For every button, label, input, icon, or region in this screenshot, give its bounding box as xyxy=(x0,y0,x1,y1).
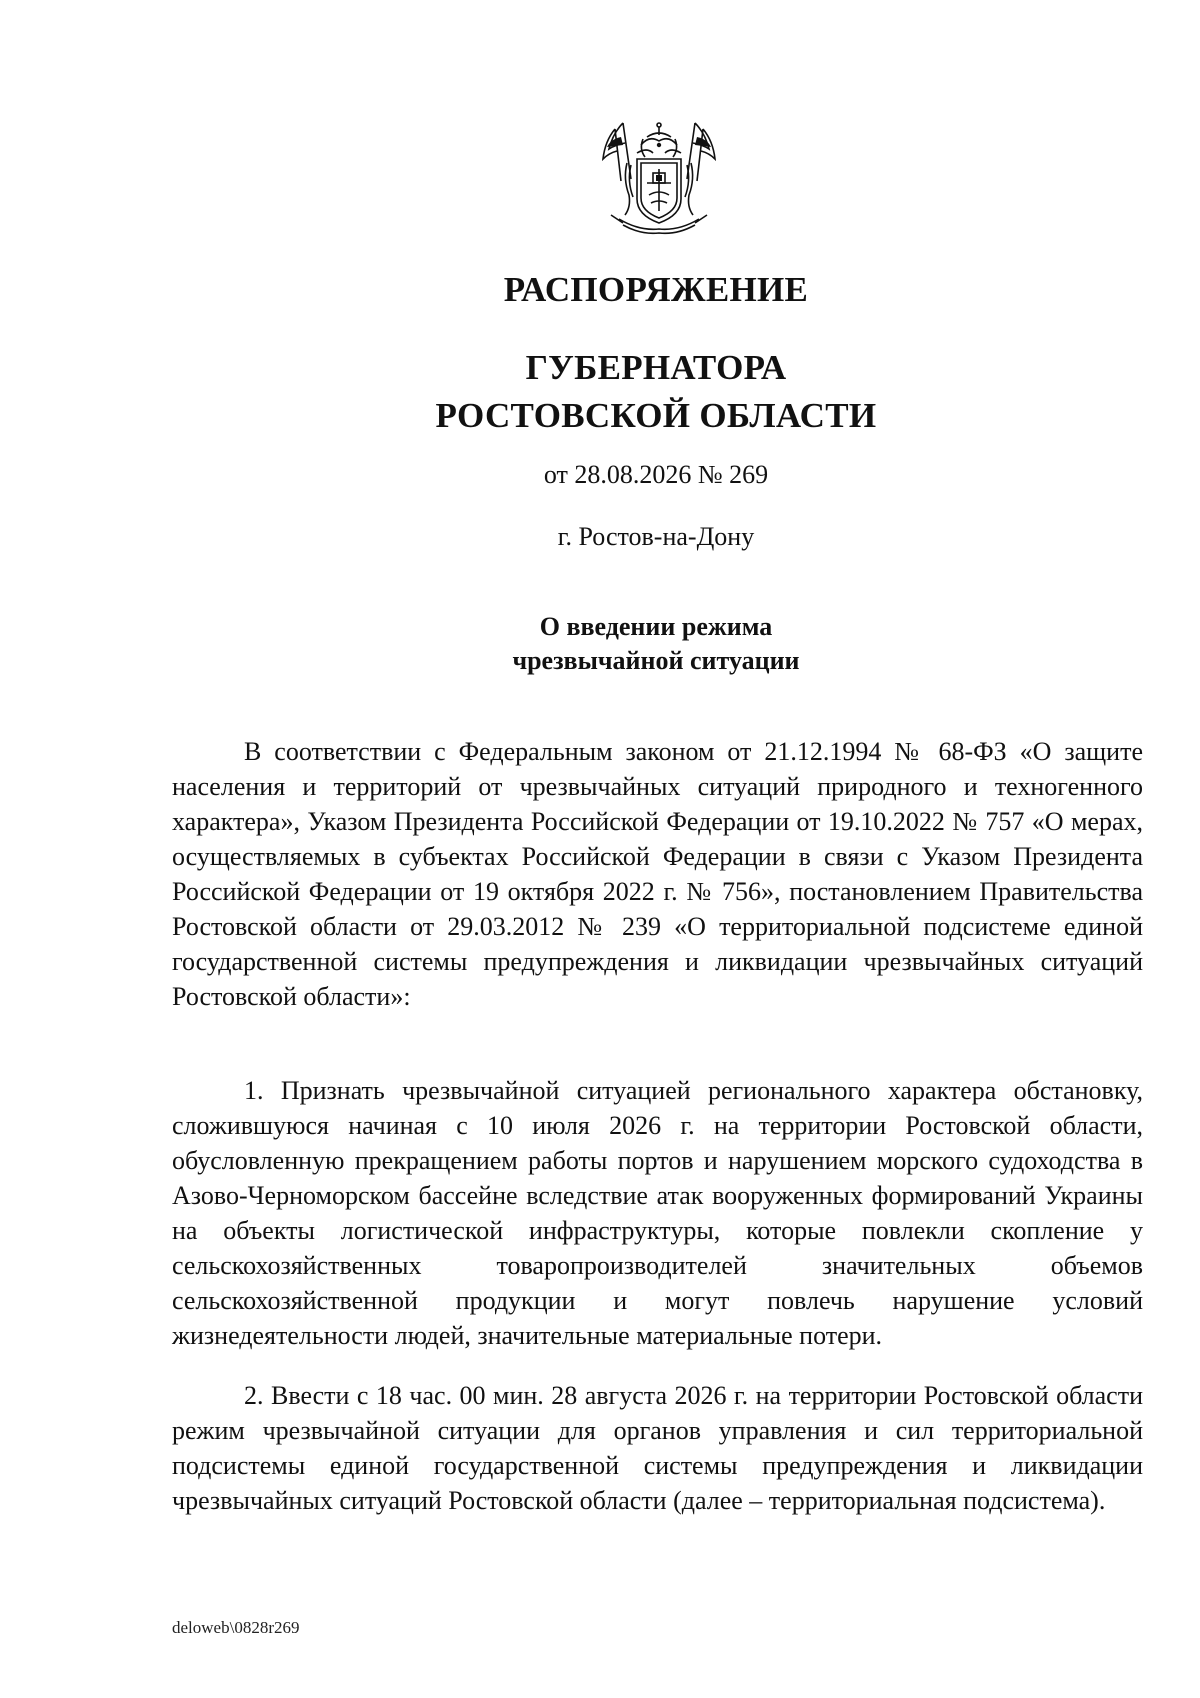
issuer-line-1: ГУБЕРНАТОРА xyxy=(525,348,787,387)
item-2-paragraph: 2. Ввести с 18 час. 00 мин. 28 августа 2026 г. на территории Ростовской области режим чрезвычайной ситуации для органов управления и сил территориальной подсистемы единой государственной системы предупреждения и ликвидации чрезвычайных ситуаций Ростовской области (далее – территориальная подсистема). xyxy=(172,1381,1143,1515)
footer-document-code: deloweb\0828r269 xyxy=(172,1618,300,1637)
city-line: г. Ростов-на-Дону xyxy=(557,522,755,551)
date-and-number: от 28.08.2026 № 269 xyxy=(543,460,769,489)
issuer-title xyxy=(0,344,1200,440)
issuer-line-2: РОСТОВСКОЙ ОБЛАСТИ xyxy=(435,396,877,435)
document-type-title: РАСПОРЯЖЕНИЕ xyxy=(503,270,809,309)
subject-line-2: чрезвычайной ситуации xyxy=(512,646,800,675)
subject-line-1: О введении режима xyxy=(539,612,773,641)
item-1-paragraph: 1. Признать чрезвычайной ситуацией регионального характера обстановку, сложившуюся начиная с 10 июля 2026 г. на территории Ростовской области, обусловленную прекращением работы портов и нарушением морского судоходства в Азово-Черноморском бассейне вследствие атак вооруженных формирований Украины на объекты логистической инфраструктуры, которые повлекли скопление у сельскохозяйственных товаропроизводителей значительных объемов сельскохозяйственной продукции и могут повлечь нарушение условий жизнедеятельности людей, значительные материальные потери. xyxy=(172,1076,1143,1350)
preamble-paragraph: В соответствии с Федеральным законом от 21.12.1994 № 68-ФЗ «О защите населения и территорий от чрезвычайных ситуаций природного и техногенного характера», Указом Президента Российской Федерации от 19.10.2022 № 757 «О мерах, осуществляемых в субъектах Российской Федерации в связи с Указом Президента Российской Федерации от 19 октября 2022 г. № 756», постановлением Правительства Ростовской области от 29.03.2012 № 239 «О территориальной подсистеме единой государственной системы предупреждения и ликвидации чрезвычайных ситуаций Ростовской области»: xyxy=(172,737,1143,1011)
coat-of-arms-icon xyxy=(601,119,717,237)
document-subject xyxy=(0,610,1200,678)
